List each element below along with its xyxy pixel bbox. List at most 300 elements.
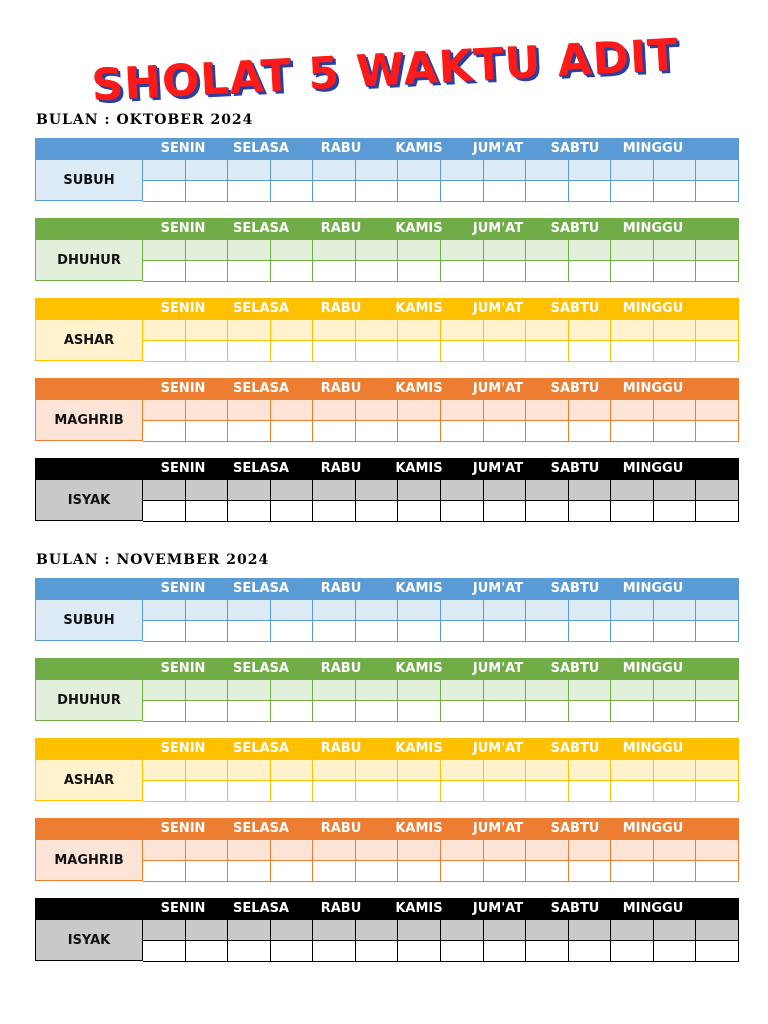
check-cell[interactable] (228, 840, 271, 861)
check-cell[interactable] (356, 181, 399, 202)
check-cell[interactable] (484, 781, 527, 802)
check-cell[interactable] (398, 701, 441, 722)
check-cell[interactable] (356, 621, 399, 642)
check-cell[interactable] (398, 920, 441, 941)
check-cell[interactable] (143, 341, 186, 362)
check-cell[interactable] (611, 840, 654, 861)
check-cell[interactable] (228, 261, 271, 282)
check-cell[interactable] (271, 861, 314, 882)
check-cell[interactable] (654, 400, 697, 421)
check-cell[interactable] (271, 501, 314, 522)
check-cell[interactable] (696, 941, 739, 962)
check-cell[interactable] (611, 181, 654, 202)
check-cell[interactable] (356, 341, 399, 362)
check-cell[interactable] (398, 400, 441, 421)
check-cell[interactable] (696, 840, 739, 861)
check-cell[interactable] (696, 160, 739, 181)
check-cell[interactable] (441, 501, 484, 522)
check-cell[interactable] (569, 160, 612, 181)
check-cell[interactable] (228, 920, 271, 941)
check-cell[interactable] (186, 400, 229, 421)
check-cell[interactable] (526, 501, 569, 522)
check-cell[interactable] (356, 861, 399, 882)
check-cell[interactable] (569, 680, 612, 701)
check-cell[interactable] (569, 320, 612, 341)
check-cell[interactable] (271, 181, 314, 202)
check-cell[interactable] (484, 160, 527, 181)
check-cell[interactable] (356, 261, 399, 282)
check-cell[interactable] (143, 400, 186, 421)
check-cell[interactable] (569, 701, 612, 722)
check-cell[interactable] (696, 341, 739, 362)
check-cell[interactable] (313, 421, 356, 442)
check-cell[interactable] (611, 760, 654, 781)
check-cell[interactable] (611, 941, 654, 962)
check-cell[interactable] (569, 240, 612, 261)
check-cell[interactable] (186, 341, 229, 362)
check-cell[interactable] (526, 480, 569, 501)
check-cell[interactable] (186, 920, 229, 941)
check-cell[interactable] (271, 421, 314, 442)
check-cell[interactable] (526, 941, 569, 962)
check-cell[interactable] (441, 701, 484, 722)
check-cell[interactable] (228, 501, 271, 522)
check-cell[interactable] (186, 181, 229, 202)
check-cell[interactable] (271, 240, 314, 261)
check-cell[interactable] (526, 181, 569, 202)
check-cell[interactable] (611, 261, 654, 282)
check-cell[interactable] (526, 160, 569, 181)
check-cell[interactable] (186, 600, 229, 621)
check-cell[interactable] (441, 861, 484, 882)
check-cell[interactable] (654, 240, 697, 261)
check-cell[interactable] (228, 400, 271, 421)
check-cell[interactable] (356, 760, 399, 781)
day-header-sabtu: SABTU (550, 221, 600, 236)
check-cell[interactable] (143, 261, 186, 282)
check-cell[interactable] (526, 320, 569, 341)
check-cell[interactable] (654, 861, 697, 882)
check-cell[interactable] (654, 920, 697, 941)
check-cell[interactable] (484, 480, 527, 501)
check-cell[interactable] (398, 760, 441, 781)
check-cell[interactable] (356, 320, 399, 341)
checkbox-grid (143, 399, 739, 441)
check-cell[interactable] (356, 480, 399, 501)
check-cell[interactable] (186, 480, 229, 501)
check-cell[interactable] (228, 781, 271, 802)
check-cell[interactable] (313, 861, 356, 882)
check-cell[interactable] (228, 480, 271, 501)
check-cell[interactable] (228, 760, 271, 781)
check-cell[interactable] (398, 421, 441, 442)
check-cell[interactable] (143, 621, 186, 642)
check-cell[interactable] (526, 701, 569, 722)
check-cell[interactable] (569, 941, 612, 962)
check-cell[interactable] (313, 261, 356, 282)
check-cell[interactable] (143, 941, 186, 962)
check-cell[interactable] (313, 760, 356, 781)
check-cell[interactable] (569, 760, 612, 781)
check-cell[interactable] (696, 600, 739, 621)
check-cell[interactable] (143, 421, 186, 442)
check-cell[interactable] (654, 181, 697, 202)
check-cell[interactable] (654, 701, 697, 722)
check-cell[interactable] (441, 400, 484, 421)
check-cell[interactable] (271, 680, 314, 701)
check-cell[interactable] (526, 400, 569, 421)
check-cell[interactable] (441, 181, 484, 202)
check-cell[interactable] (441, 621, 484, 642)
check-cell[interactable] (611, 861, 654, 882)
check-cell[interactable] (569, 781, 612, 802)
check-cell[interactable] (654, 341, 697, 362)
check-cell[interactable] (484, 840, 527, 861)
check-cell[interactable] (271, 920, 314, 941)
check-cell[interactable] (313, 680, 356, 701)
check-cell[interactable] (228, 941, 271, 962)
check-cell[interactable] (313, 320, 356, 341)
check-cell[interactable] (484, 421, 527, 442)
check-cell[interactable] (356, 240, 399, 261)
check-cell[interactable] (696, 261, 739, 282)
check-cell[interactable] (143, 760, 186, 781)
check-cell[interactable] (484, 501, 527, 522)
check-cell[interactable] (398, 621, 441, 642)
check-cell[interactable] (143, 160, 186, 181)
check-cell[interactable] (271, 400, 314, 421)
check-cell[interactable] (143, 781, 186, 802)
check-cell[interactable] (526, 341, 569, 362)
check-cell[interactable] (143, 320, 186, 341)
check-cell[interactable] (654, 320, 697, 341)
check-cell[interactable] (611, 480, 654, 501)
check-cell[interactable] (271, 160, 314, 181)
check-cell[interactable] (313, 501, 356, 522)
check-cell[interactable] (186, 781, 229, 802)
check-cell[interactable] (526, 840, 569, 861)
check-cell[interactable] (271, 701, 314, 722)
check-cell[interactable] (398, 840, 441, 861)
check-cell[interactable] (611, 600, 654, 621)
check-cell[interactable] (398, 181, 441, 202)
check-cell[interactable] (271, 760, 314, 781)
day-header-rabu: RABU (320, 741, 362, 756)
check-cell[interactable] (484, 240, 527, 261)
check-cell[interactable] (654, 600, 697, 621)
check-cell[interactable] (526, 240, 569, 261)
check-cell[interactable] (228, 421, 271, 442)
check-cell[interactable] (569, 861, 612, 882)
check-cell[interactable] (398, 320, 441, 341)
prayer-name: MAGHRIB (35, 839, 143, 881)
check-cell[interactable] (526, 920, 569, 941)
check-cell[interactable] (356, 701, 399, 722)
check-cell[interactable] (441, 480, 484, 501)
check-cell[interactable] (484, 181, 527, 202)
check-cell[interactable] (611, 680, 654, 701)
day-header-rabu: RABU (320, 141, 362, 156)
check-cell[interactable] (611, 160, 654, 181)
check-cell[interactable] (696, 621, 739, 642)
check-cell[interactable] (313, 600, 356, 621)
check-cell[interactable] (484, 261, 527, 282)
check-cell[interactable] (186, 320, 229, 341)
check-cell[interactable] (271, 781, 314, 802)
check-cell[interactable] (484, 760, 527, 781)
check-cell[interactable] (484, 861, 527, 882)
check-cell[interactable] (313, 621, 356, 642)
check-cell[interactable] (484, 680, 527, 701)
check-cell[interactable] (526, 421, 569, 442)
check-cell[interactable] (611, 501, 654, 522)
check-cell[interactable] (696, 181, 739, 202)
check-cell[interactable] (441, 760, 484, 781)
check-cell[interactable] (356, 421, 399, 442)
check-cell[interactable] (611, 920, 654, 941)
check-cell[interactable] (398, 261, 441, 282)
check-cell[interactable] (143, 920, 186, 941)
check-cell[interactable] (143, 680, 186, 701)
check-cell[interactable] (398, 501, 441, 522)
check-cell[interactable] (398, 480, 441, 501)
check-cell[interactable] (484, 941, 527, 962)
check-cell[interactable] (186, 501, 229, 522)
check-cell[interactable] (313, 920, 356, 941)
check-cell[interactable] (696, 240, 739, 261)
check-cell[interactable] (441, 920, 484, 941)
check-cell[interactable] (356, 160, 399, 181)
check-cell[interactable] (356, 840, 399, 861)
check-cell[interactable] (696, 480, 739, 501)
check-cell[interactable] (313, 941, 356, 962)
check-cell[interactable] (228, 861, 271, 882)
check-cell[interactable] (271, 480, 314, 501)
check-cell[interactable] (569, 261, 612, 282)
check-cell[interactable] (696, 701, 739, 722)
check-cell[interactable] (186, 861, 229, 882)
prayer-table-subuh (35, 578, 739, 642)
check-cell[interactable] (654, 781, 697, 802)
check-cell[interactable] (356, 941, 399, 962)
check-cell[interactable] (398, 861, 441, 882)
check-cell[interactable] (398, 240, 441, 261)
check-cell[interactable] (696, 920, 739, 941)
check-cell[interactable] (356, 920, 399, 941)
check-cell[interactable] (611, 781, 654, 802)
check-cell[interactable] (654, 480, 697, 501)
check-cell[interactable] (186, 941, 229, 962)
check-cell[interactable] (654, 760, 697, 781)
check-cell[interactable] (526, 600, 569, 621)
check-cell[interactable] (569, 400, 612, 421)
checkbox-grid (143, 919, 739, 961)
check-cell[interactable] (526, 621, 569, 642)
check-cell[interactable] (654, 261, 697, 282)
prayer-table-subuh (35, 138, 739, 202)
check-cell[interactable] (313, 701, 356, 722)
day-header-senin: SENIN (160, 661, 206, 676)
check-cell[interactable] (611, 701, 654, 722)
check-cell[interactable] (143, 840, 186, 861)
check-cell[interactable] (654, 421, 697, 442)
check-cell[interactable] (654, 941, 697, 962)
check-cell[interactable] (441, 320, 484, 341)
checkbox-grid (143, 159, 739, 201)
check-cell[interactable] (313, 480, 356, 501)
check-cell[interactable] (569, 600, 612, 621)
check-cell[interactable] (186, 760, 229, 781)
check-cell[interactable] (526, 680, 569, 701)
check-cell[interactable] (356, 781, 399, 802)
check-cell[interactable] (228, 680, 271, 701)
check-cell[interactable] (186, 680, 229, 701)
check-cell[interactable] (654, 621, 697, 642)
check-cell[interactable] (696, 680, 739, 701)
day-header-sabtu: SABTU (550, 581, 600, 596)
check-cell[interactable] (611, 421, 654, 442)
check-cell[interactable] (313, 781, 356, 802)
check-cell[interactable] (356, 680, 399, 701)
check-cell[interactable] (441, 941, 484, 962)
prayer-table-dhuhur (35, 658, 739, 722)
check-cell[interactable] (696, 760, 739, 781)
check-cell[interactable] (654, 840, 697, 861)
check-cell[interactable] (398, 680, 441, 701)
day-header-minggu: MINGGU (622, 821, 684, 836)
check-cell[interactable] (143, 181, 186, 202)
check-cell[interactable] (611, 240, 654, 261)
check-cell[interactable] (313, 341, 356, 362)
check-cell[interactable] (271, 320, 314, 341)
check-cell[interactable] (398, 781, 441, 802)
check-cell[interactable] (143, 480, 186, 501)
check-cell[interactable] (484, 701, 527, 722)
check-cell[interactable] (441, 421, 484, 442)
check-cell[interactable] (313, 181, 356, 202)
check-cell[interactable] (654, 501, 697, 522)
check-cell[interactable] (484, 621, 527, 642)
check-cell[interactable] (398, 600, 441, 621)
check-cell[interactable] (186, 261, 229, 282)
check-cell[interactable] (526, 261, 569, 282)
check-cell[interactable] (526, 861, 569, 882)
check-cell[interactable] (611, 341, 654, 362)
check-cell[interactable] (186, 701, 229, 722)
check-cell[interactable] (611, 320, 654, 341)
check-cell[interactable] (484, 341, 527, 362)
check-cell[interactable] (398, 160, 441, 181)
check-cell[interactable] (313, 840, 356, 861)
check-cell[interactable] (186, 160, 229, 181)
check-cell[interactable] (569, 501, 612, 522)
check-cell[interactable] (228, 240, 271, 261)
check-cell[interactable] (526, 781, 569, 802)
check-cell[interactable] (441, 261, 484, 282)
check-cell[interactable] (271, 600, 314, 621)
check-cell[interactable] (441, 600, 484, 621)
check-cell[interactable] (484, 920, 527, 941)
check-cell[interactable] (441, 341, 484, 362)
day-header-sabtu: SABTU (550, 741, 600, 756)
check-cell[interactable] (228, 181, 271, 202)
check-cell[interactable] (569, 920, 612, 941)
check-cell[interactable] (526, 760, 569, 781)
check-cell[interactable] (271, 941, 314, 962)
check-cell[interactable] (611, 400, 654, 421)
check-cell[interactable] (186, 621, 229, 642)
day-header-row (35, 578, 739, 599)
check-cell[interactable] (441, 240, 484, 261)
check-cell[interactable] (441, 840, 484, 861)
check-cell[interactable] (696, 421, 739, 442)
check-cell[interactable] (611, 621, 654, 642)
check-cell[interactable] (696, 501, 739, 522)
check-cell[interactable] (228, 701, 271, 722)
check-cell[interactable] (696, 400, 739, 421)
check-cell[interactable] (143, 600, 186, 621)
check-cell[interactable] (654, 680, 697, 701)
check-cell[interactable] (441, 781, 484, 802)
day-header-jumat: JUM'AT (472, 221, 524, 236)
check-cell[interactable] (696, 861, 739, 882)
day-header-jumat: JUM'AT (472, 661, 524, 676)
check-cell[interactable] (569, 341, 612, 362)
check-cell[interactable] (356, 501, 399, 522)
check-cell[interactable] (143, 501, 186, 522)
check-cell[interactable] (654, 160, 697, 181)
day-header-row (35, 298, 739, 319)
check-cell[interactable] (186, 240, 229, 261)
check-cell[interactable] (271, 341, 314, 362)
check-cell[interactable] (143, 861, 186, 882)
check-cell[interactable] (143, 240, 186, 261)
check-cell[interactable] (569, 181, 612, 202)
check-cell[interactable] (143, 701, 186, 722)
check-cell[interactable] (228, 160, 271, 181)
check-cell[interactable] (271, 840, 314, 861)
check-cell[interactable] (271, 621, 314, 642)
check-cell[interactable] (398, 941, 441, 962)
check-cell[interactable] (484, 600, 527, 621)
check-cell[interactable] (398, 341, 441, 362)
check-cell[interactable] (441, 680, 484, 701)
check-cell[interactable] (569, 840, 612, 861)
check-cell[interactable] (228, 341, 271, 362)
check-cell[interactable] (696, 320, 739, 341)
check-cell[interactable] (441, 160, 484, 181)
check-cell[interactable] (313, 160, 356, 181)
day-header-selasa: SELASA (232, 221, 289, 236)
check-cell[interactable] (569, 421, 612, 442)
check-cell[interactable] (569, 621, 612, 642)
check-cell[interactable] (356, 600, 399, 621)
check-cell[interactable] (228, 621, 271, 642)
check-cell[interactable] (313, 240, 356, 261)
check-cell[interactable] (228, 600, 271, 621)
check-cell[interactable] (356, 400, 399, 421)
check-cell[interactable] (186, 840, 229, 861)
check-cell[interactable] (484, 400, 527, 421)
check-cell[interactable] (271, 261, 314, 282)
check-cell[interactable] (484, 320, 527, 341)
check-cell[interactable] (228, 320, 271, 341)
check-cell[interactable] (696, 781, 739, 802)
check-cell[interactable] (569, 480, 612, 501)
check-cell[interactable] (186, 421, 229, 442)
check-cell[interactable] (313, 400, 356, 421)
day-header-minggu: MINGGU (622, 901, 684, 916)
